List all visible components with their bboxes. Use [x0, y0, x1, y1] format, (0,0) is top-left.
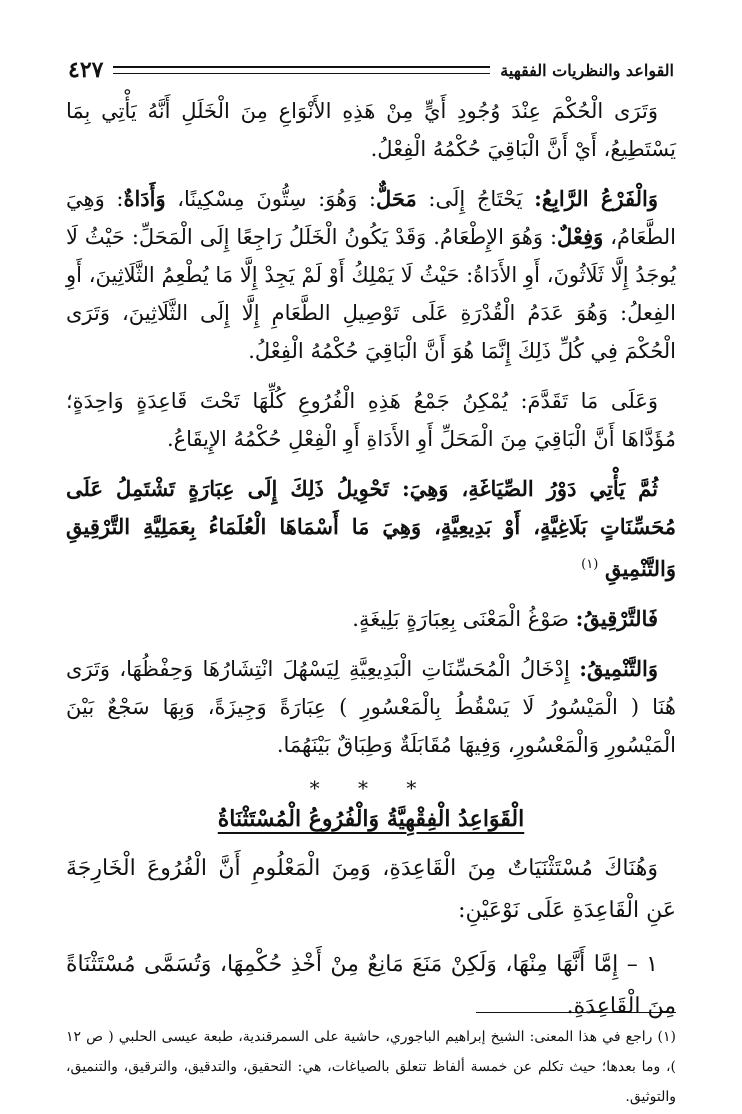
paragraph-drafting	[66, 470, 676, 588]
paragraph-7: وَهُنَاكَ مُسْتَثْنَيَاتٌ مِنَ الْقَاعِدَةِ، وَمِنَ الْمَعْلُومِ أَنَّ الْفُرُوعَ الْخَارِجَةَ عَنِ الْقَاعِدَةِ عَلَى نَوْعَيْنِ:	[66, 856, 676, 923]
term-fiil: وَفِعْلٌ	[557, 224, 604, 249]
term-tanmiq: وَالتَّنْمِيقُ:	[579, 656, 658, 681]
footnote-reference: (١)	[581, 557, 599, 572]
paragraph-1: وَتَرَى الْحُكْمَ عِنْدَ وُجُودِ أَيٍّ مِنْ هَذِهِ الأَنْوَاعِ مِنَ الْخَلَلِ أَنَّهُ يَأْتِي بِمَا يَسْتَطِيعُ، أَيْ أَنَّ الْبَاقِيَ حُكْمُهُ الْفِعْلُ.	[66, 99, 676, 161]
page-body	[66, 92, 676, 1040]
section-separator: * * *	[309, 776, 433, 800]
footnote-rule	[476, 1012, 676, 1013]
drafting-text: ثُمَّ يَأْتِي دَوْرُ الصِّيَاغَةِ، وَهِيَ: تَحْوِيلُ ذَلِكَ إِلَى عِبَارَةٍ تَشْتَمِلُ عَلَى مُحَسِّنَاتٍ بَلَاغِيَّةٍ، أَوْ بَدِيعِيَّةٍ، وَهِيَ مَا أَسْمَاهَا الْعُلَمَاءُ بِعَمَلِيَّةِ التَّرْقِيقِ وَالتَّنْمِيقِ	[66, 476, 676, 581]
paragraph-text: : وَهُوَ: سِتُّونَ مِسْكِينًا،	[165, 187, 377, 211]
page-number: ٤٢٧	[68, 57, 104, 83]
paragraph-text: يَحْتَاجُ إِلَى:	[416, 187, 535, 211]
paragraph-tarqiq	[66, 600, 676, 638]
term-mahal: مَحَلٌّ	[376, 186, 417, 211]
paragraph-text: : وَهُوَ الإِطْعَامُ. وَقَدْ يَكُونُ الْخَلَلُ رَاجِعًا إِلَى الْمَحَلِّ: حَيْثُ لَا يُوجَدُ إِلَّا ثَلَاثُونَ، أَوِ الأَدَاةُ: حَيْثُ لَا يَمْلِكُ أَوْ لَمْ يَجِدْ إِلَّا مَا يُطْعِمُ الثَّلَاثِينَ، أَوِ الفِعلُ: وَهُوَ عَدَمُ الْقُدْرَةِ عَلَى تَوْصِيلِ الطَّعَامِ إِلَّا إِلَى الثَّلَاثِينَ، وَتَرَى الْحُكْمَ فِي كُلِّ ذَلِكَ إِنَّمَا هُوَ أَنَّ الْبَاقِيَ حُكْمُهُ الْفِعْلُ.	[66, 225, 676, 363]
term-tarqiq: فَالتَّرْقِيقُ:	[575, 606, 658, 631]
paragraph-8: ١ – إِمَّا أَنَّهَا مِنْهَا، وَلَكِنْ مَنَعَ مَانِعٌ مِنْ أَخْذِ حُكْمِهَا، وَتُسَمَّى مُسْتَثْنَاةً مِنَ الْقَاعِدَةِ.	[66, 952, 676, 1019]
header-rule	[113, 66, 490, 74]
paragraph-text: : وَهِيَ الطَّعَامُ،	[66, 187, 676, 249]
paragraph-tanmiq	[66, 650, 676, 764]
paragraph-4th-branch	[66, 180, 676, 370]
running-header	[68, 55, 674, 85]
running-header-title: القواعد والنظريات الفقهية	[500, 60, 674, 80]
term-adah: وَأَدَاةٌ	[123, 186, 166, 211]
paragraph-text: إِدْخَالُ الْمُحَسِّنَاتِ الْبَدِيعِيَّةِ لِيَسْهُلَ انْتِشَارُهَا وَحِفْظُهَا، وَتَرَى هُنَا ( الْمَيْسُورُ لَا يَسْقُطُ بِالْمَعْسُورِ ) عِبَارَةً وَجِيزَةً، وَبِهَا سَجْعٌ بَيْنَ الْمَيْسُورِ وَالْمَعْسُورِ، وَفِيهَا مُقَابَلَةٌ وَطِبَاقٌ بَيْنَهُمَا.	[66, 657, 676, 757]
footnote: (١) راجع في هذا المعنى: الشيخ إبراهيم الباجوري، حاشية على السمرقندية، طبعة عيسى الحلبي ( ص ١٢ )، وما بعدها؛ حيث تكلم عن خمسة ألفاظ تتعلق بالصياغات، هي: التحقيق، والتدقيق، والترقيق، والتنميق، والتوثيق.	[66, 1029, 676, 1105]
branch-heading: وَالْفَرْعُ الرَّابِعُ:	[534, 186, 658, 211]
paragraph-text: صَوْغُ الْمَعْنَى بِعِبَارَةٍ بَلِيغَةٍ.	[352, 607, 576, 631]
paragraph-3: وَعَلَى مَا تَقَدَّمَ: يُمْكِنُ جَمْعُ هَذِهِ الْفُرُوعِ كُلِّهَا تَحْتَ قَاعِدَةٍ وَاحِدَةٍ؛ مُؤَدَّاهَا أَنَّ الْبَاقِيَ مِنَ الْمَحَلِّ أَوِ الأَدَاةِ أَوِ الْفِعْلِ حُكْمُهُ الإِيقَاعُ.	[66, 389, 676, 451]
section-title: الْقَوَاعِدُ الْفِقْهِيَّةُ وَالْفُرُوعُ الْمُسْتَثْنَاةُ	[217, 806, 525, 832]
